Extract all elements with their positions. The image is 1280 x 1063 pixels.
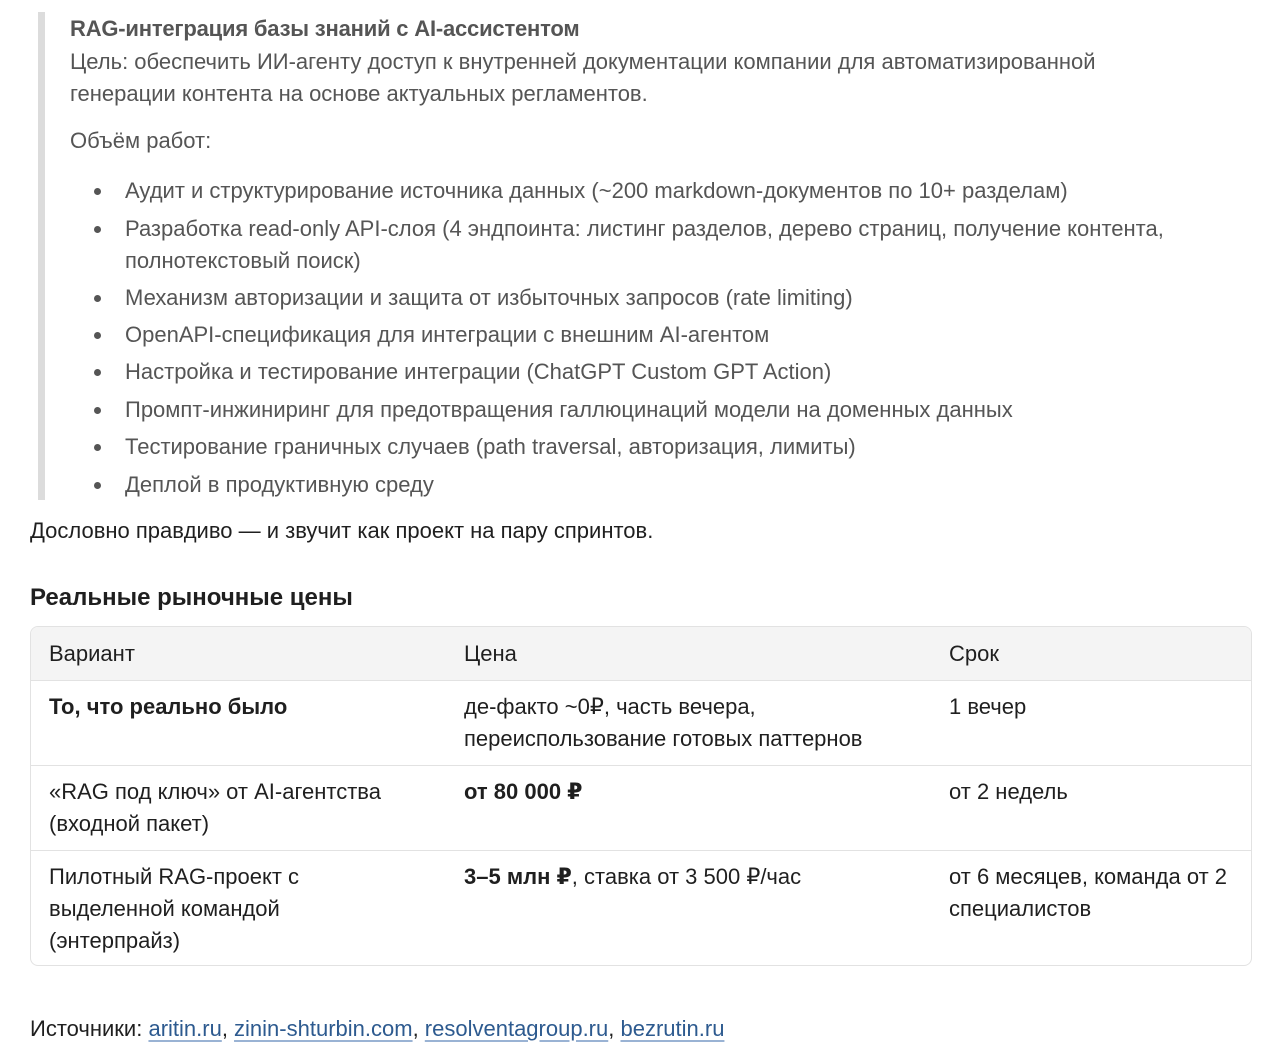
section-heading: Реальные рыночные цены bbox=[30, 584, 353, 611]
price-table bbox=[30, 626, 1252, 966]
source-link-aritin[interactable]: aritin.ru bbox=[148, 1016, 222, 1041]
price-bold: 3–5 млн ₽ bbox=[464, 864, 572, 889]
list-item bbox=[125, 356, 1235, 388]
list-item-text: Разработка read-only API-слоя (4 эндпоинта: листинг разделов, дерево страниц, получение контента, полнотекстовый поиск) bbox=[125, 216, 1164, 273]
bullet-icon bbox=[94, 369, 101, 376]
bullet-icon bbox=[94, 188, 101, 195]
table-row bbox=[31, 681, 1251, 766]
table-row bbox=[31, 851, 1251, 965]
cell-term: от 2 недель bbox=[949, 779, 1068, 804]
quote-scope-label: Объём работ: bbox=[70, 128, 212, 153]
source-link-zinin-shturbin[interactable]: zinin-shturbin.com bbox=[234, 1016, 413, 1041]
cell-price bbox=[464, 861, 924, 893]
price-bold: от 80 000 ₽ bbox=[464, 779, 583, 804]
bullet-icon bbox=[94, 407, 101, 414]
cell-term: 1 вечер bbox=[949, 694, 1027, 719]
quote-goal: Цель: обеспечить ИИ-агенту доступ к внутренней документации компании для автоматизированной генерации контента на основе актуальных регламентов. bbox=[70, 49, 1096, 106]
bullet-icon bbox=[94, 444, 101, 451]
list-item-text: Механизм авторизации и защита от избыточных запросов (rate limiting) bbox=[125, 285, 853, 310]
column-header-price: Цена bbox=[464, 641, 517, 666]
bullet-icon bbox=[94, 226, 101, 233]
list-item bbox=[125, 175, 1235, 207]
column-header-variant: Вариант bbox=[49, 641, 135, 666]
bullet-icon bbox=[94, 482, 101, 489]
summary-text: Дословно правдиво — и звучит как проект на пару спринтов. bbox=[30, 518, 654, 543]
list-item bbox=[125, 282, 1235, 314]
source-link-bezrutin[interactable]: bezrutin.ru bbox=[620, 1016, 725, 1041]
list-item-text: Деплой в продуктивную среду bbox=[125, 472, 434, 497]
list-item bbox=[125, 319, 1235, 351]
cell-price bbox=[464, 776, 924, 808]
quote-title: RAG-интеграция базы знаний с AI-ассистентом bbox=[70, 16, 580, 41]
sources-label: Источники: bbox=[30, 1016, 143, 1041]
list-item bbox=[125, 431, 1235, 463]
price-rest: де-факто ~0₽, часть вечера, переиспользование готовых паттернов bbox=[464, 694, 863, 751]
cell-variant: То, что реально было bbox=[49, 694, 288, 719]
column-header-term: Срок bbox=[949, 641, 999, 666]
cell-variant: Пилотный RAG-проект с выделенной командой (энтерпрайз) bbox=[49, 864, 300, 953]
list-item bbox=[125, 394, 1235, 426]
sources-line: Источники: aritin.ru, zinin-shturbin.com, resolventagroup.ru, bezrutin.ru bbox=[30, 1016, 725, 1041]
list-item-text: OpenAPI-спецификация для интеграции с внешним AI-агентом bbox=[125, 322, 770, 347]
cell-term: от 6 месяцев, команда от 2 специалистов bbox=[949, 864, 1228, 921]
list-item-text: Промпт-инжиниринг для предотвращения галлюцинаций модели на доменных данных bbox=[125, 397, 1013, 422]
cell-variant: «RAG под ключ» от AI-агентства (входной пакет) bbox=[49, 779, 381, 836]
list-item bbox=[125, 213, 1235, 277]
bullet-icon bbox=[94, 295, 101, 302]
price-rest: , ставка от 3 500 ₽/час bbox=[571, 864, 802, 889]
list-item-text: Аудит и структурирование источника данных (~200 markdown-документов по 10+ разделам) bbox=[125, 178, 1068, 203]
list-item-text: Тестирование граничных случаев (path traversal, авторизация, лимиты) bbox=[125, 434, 856, 459]
table-header bbox=[31, 627, 1251, 681]
bullet-icon bbox=[94, 332, 101, 339]
list-item bbox=[125, 469, 1235, 501]
table-row bbox=[31, 766, 1251, 851]
source-link-resolventagroup[interactable]: resolventagroup.ru bbox=[424, 1016, 609, 1041]
cell-price bbox=[464, 691, 904, 755]
list-item-text: Настройка и тестирование интеграции (ChatGPT Custom GPT Action) bbox=[125, 359, 832, 384]
